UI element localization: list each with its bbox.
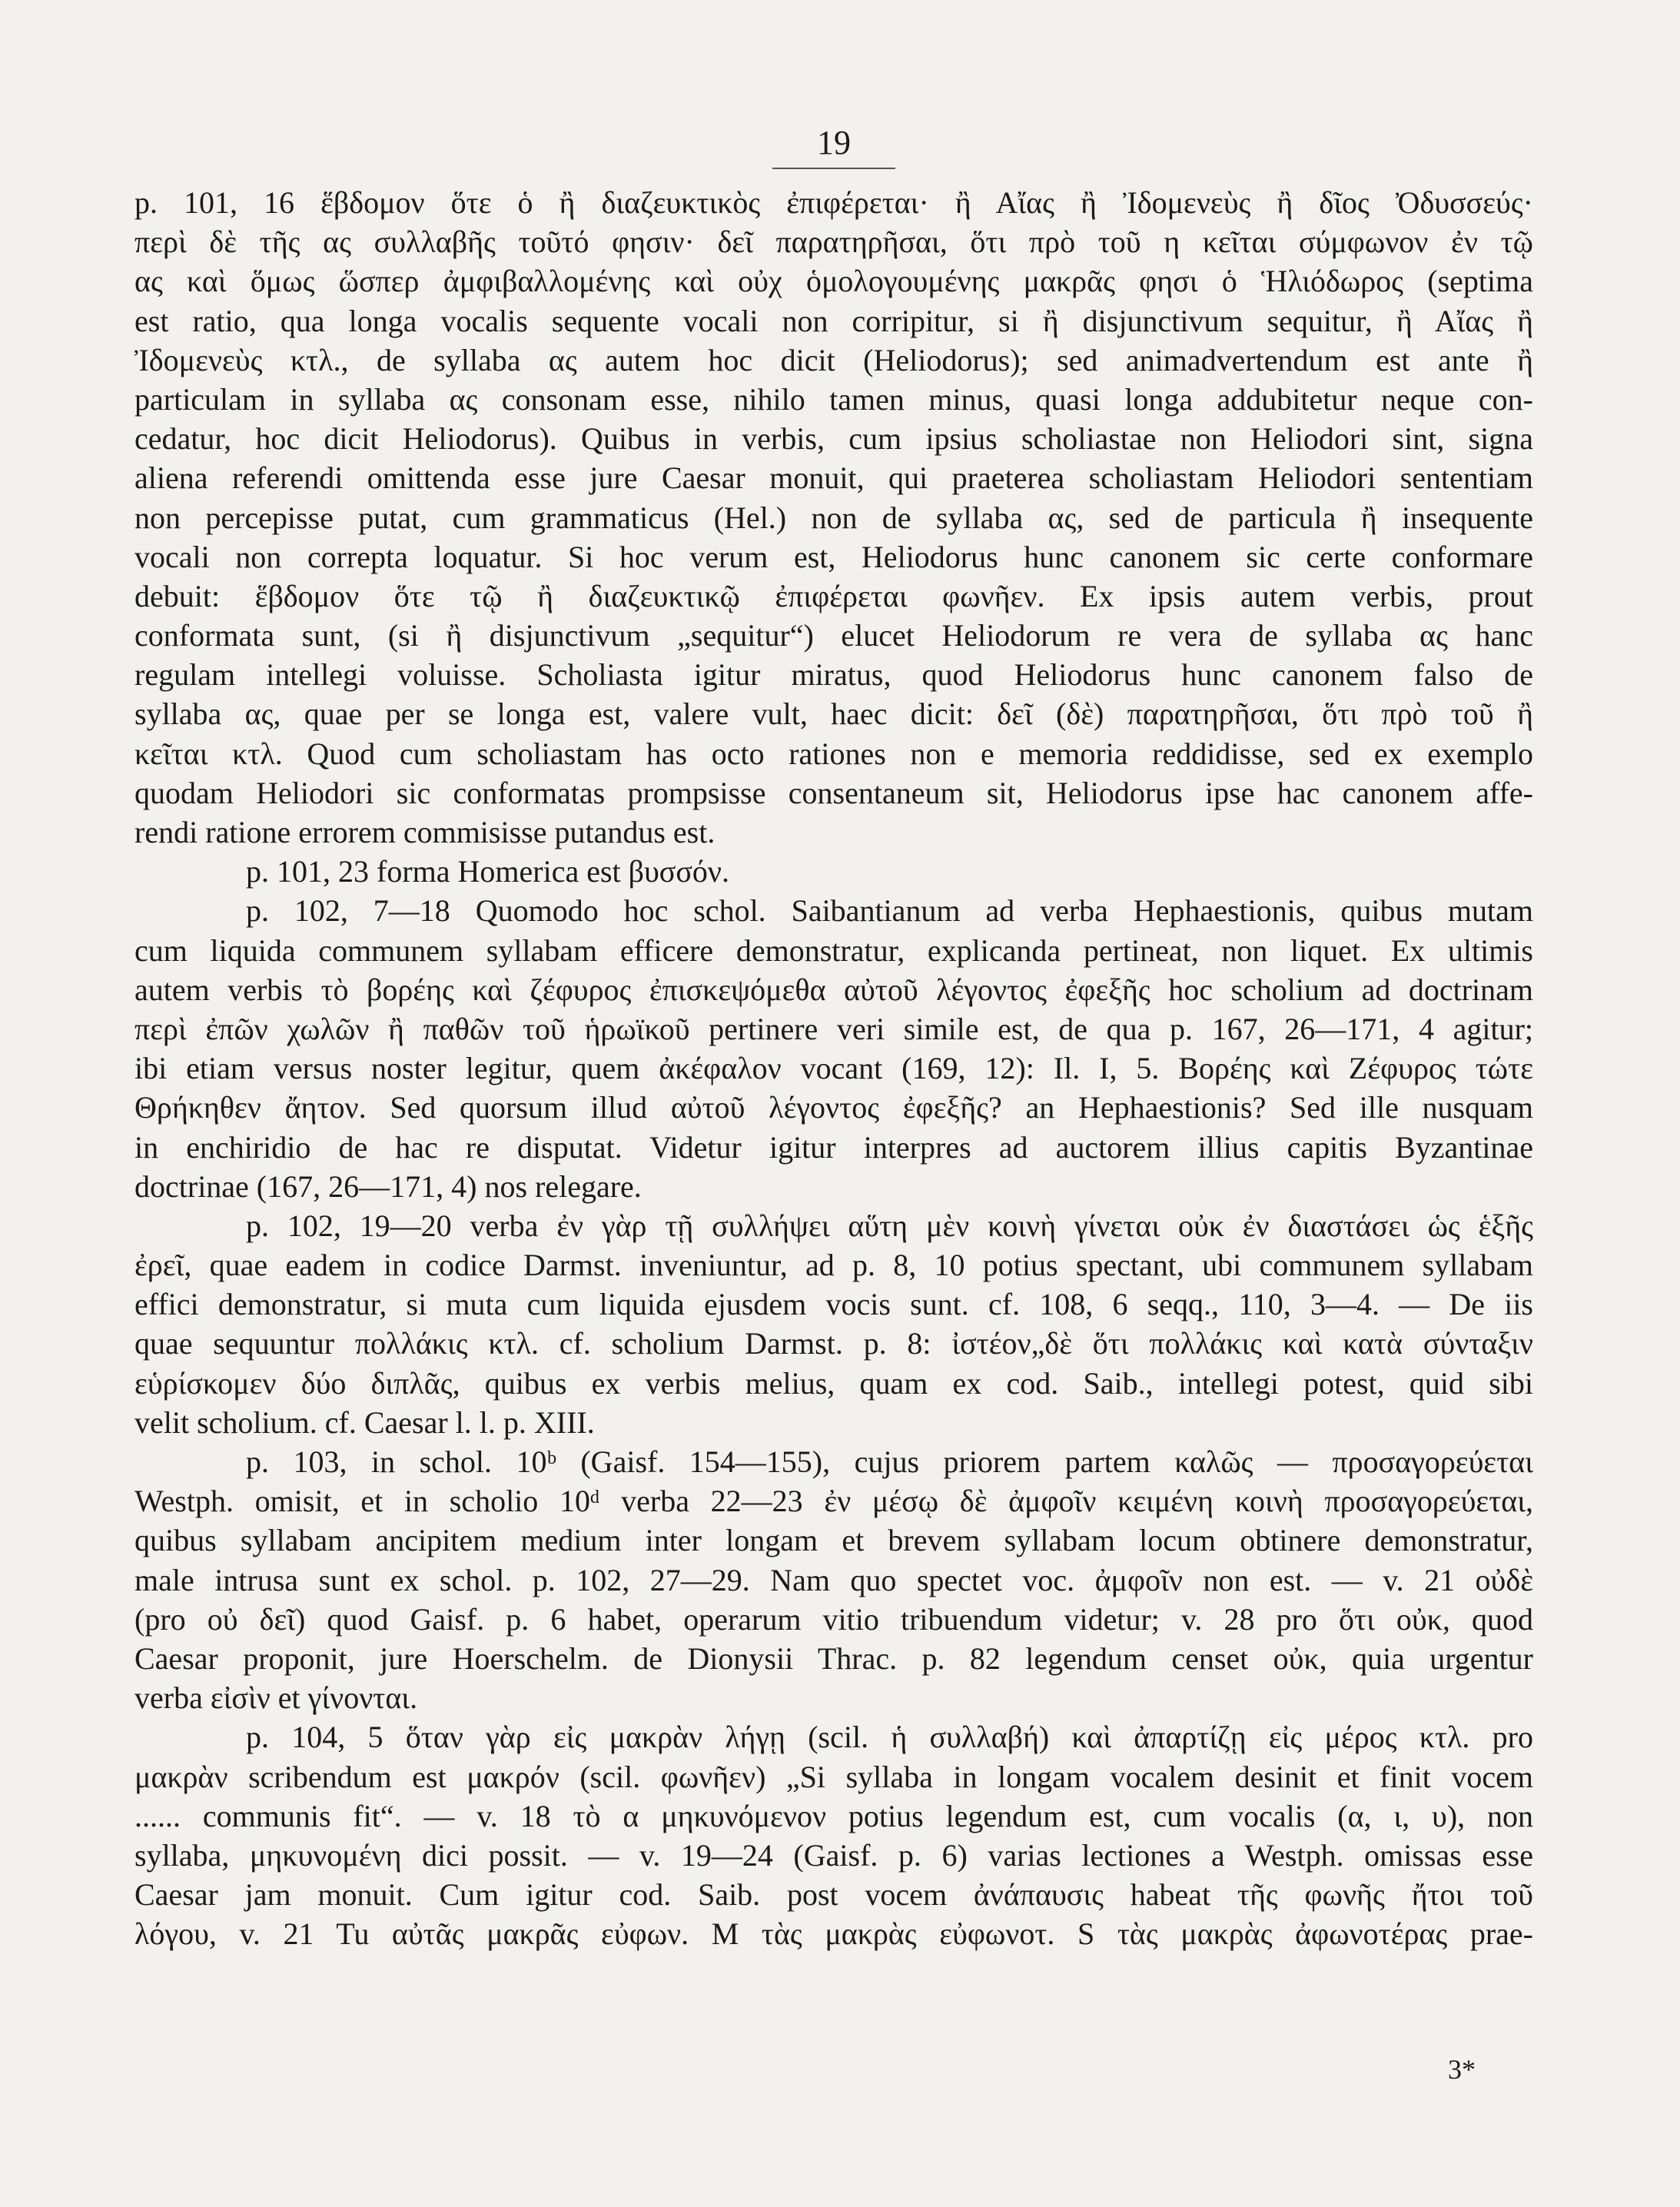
text-line: syllaba, μηκυνομένη dici possit. — v. 19—24 (Gaisf. p. 6) varias lectiones a Westph. omissas esse [134, 1837, 1533, 1873]
text-line: verba εἰσὶν et γίνονται. [134, 1680, 418, 1716]
text-line: quibus syllabam ancipitem medium inter longam et brevem syllabam locum obtinere demonstratur, [134, 1523, 1533, 1558]
text-line: p. 104, 5 ὅταν γὰρ εἰς μακρὰν λήγῃ (scil. ἡ συλλαβή) καὶ ἀπαρτίζῃ εἰς μέρος κτλ. pro [246, 1720, 1533, 1755]
text-line: p. 103, in schol. 10ᵇ (Gaisf. 154—155), cujus priorem partem καλῶς — προσαγορεύεται [246, 1444, 1533, 1479]
text-line: Caesar jam monuit. Cum igitur cod. Saib. post vocem ἀνάπαυσις habeat τῆς φωνῆς ἤτοι τοῦ [134, 1877, 1533, 1913]
text-line: p. 101, 16 ἕβδομον ὅτε ὁ ἢ διαζευκτικὸς ἐπιφέρεται· ἢ Αἴας ἢ Ἰδομενεὺς ἢ δῖος Ὀδυσσεύς· [134, 185, 1533, 220]
text-line: κεῖται κτλ. Quod cum scholiastam has octo rationes non e memoria reddidisse, sed ex exemplo [134, 736, 1533, 771]
text-line: in enchiridio de hac re disputat. Videtur igitur interpres ad auctorem illius capitis Byzantinae [134, 1129, 1533, 1165]
text-line: vocali non correpta loquatur. Si hoc verum est, Heliodorus hunc canonem sic certe conformare [134, 539, 1533, 574]
text-line: regulam intellegi voluisse. Scholiasta igitur miratus, quod Heliodorus hunc canonem falso de [134, 657, 1533, 693]
text-line: p. 102, 7—18 Quomodo hoc schol. Saibantianum ad verba Hephaestionis, quibus mutam [246, 893, 1533, 929]
text-line: non percepisse putat, cum grammaticus (Hel.) non de syllaba ας, sed de particula ἢ insequente [134, 500, 1533, 535]
text-line: debuit: ἕβδομον ὅτε τῷ ἢ διαζευκτικῷ ἐπιφέρεται φωνῆεν. Ex ipsis autem verbis, prout [134, 578, 1533, 613]
text-line: rendi ratione errorem commisisse putandus est. [134, 815, 715, 849]
text-line: effici demonstratur, si muta cum liquida ejusdem vocis sunt. cf. 108, 6 seqq., 110, 3—4. — De iis [134, 1287, 1533, 1322]
text-line: Caesar proponit, jure Hoerschelm. de Dionysii Thrac. p. 82 legendum censet οὐκ, quia urgentur [134, 1640, 1533, 1676]
text-line: aliena referendi omittenda esse jure Caesar monuit, qui praeterea scholiastam Heliodori sententiam [134, 460, 1533, 496]
text-line: ας καὶ ὅμως ὥσπερ ἀμφιβαλλομένης καὶ οὐχ ὁμολογουμένης μακρᾶς φησι ὁ Ἡλιόδωρος (septima [134, 264, 1533, 299]
text-line: particulam in syllaba ας consonam esse, nihilo tamen minus, quasi longa addubitetur neque con- [134, 381, 1533, 417]
text-line: ἐρεῖ, quae eadem in codice Darmst. inveniuntur, ad p. 8, 10 potius spectant, ubi communem syllabam [134, 1248, 1533, 1283]
text-line: p. 101, 23 forma Homerica est βυσσόν. [246, 854, 730, 889]
text-line: περὶ δὲ τῆς ας συλλαβῆς τοῦτό φησιν· δεῖ παρατηρῆσαι, ὅτι πρὸ τοῦ η κεῖται σύμφωνον ἐν τῷ [134, 224, 1533, 260]
text-line: velit scholium. cf. Caesar l. l. p. XIII. [134, 1404, 595, 1440]
text-line: doctrinae (167, 26—171, 4) nos relegare. [134, 1168, 642, 1204]
header-rule [772, 168, 895, 169]
body-text [134, 183, 1533, 1953]
text-line: Ἰδομενεὺς κτλ., de syllaba ας autem hoc dicit (Heliodorus); sed animadvertendum est ante ἢ [134, 342, 1533, 377]
text-line: λόγου, v. 21 Tu αὐτᾶς μακρᾶς εὐφων. M τὰς μακρὰς εὐφωνοτ. S τὰς μακρὰς ἀφωνοτέρας prae- [134, 1916, 1533, 1952]
signature-mark: 3* [1448, 2054, 1476, 2085]
text-line: conformata sunt, (si ἢ disjunctivum „sequitur“) elucet Heliodorum re vera de syllaba ας hanc [134, 618, 1533, 653]
text-line: autem verbis τὸ βορέης καὶ ζέφυρος ἐπισκεψόμεθα αὐτοῦ λέγοντος ἐφεξῆς hoc scholium ad doctrinam [134, 972, 1533, 1007]
text-line: Θρήκηθεν ἄητον. Sed quorsum illud αὐτοῦ λέγοντος ἐφεξῆς? an Hephaestionis? Sed ille nusquam [134, 1090, 1533, 1125]
text-line: εὑρίσκομεν δύο διπλᾶς, quibus ex verbis melius, quam ex cod. Saib., intellegi potest, quid sibi [134, 1365, 1533, 1401]
text-line: (pro οὐ δεῖ) quod Gaisf. p. 6 habet, operarum vitio tribuendum videtur; v. 28 pro ὅτι οὐκ, quod [134, 1601, 1533, 1637]
text-line: ...... communis fit“. — v. 18 τὸ α μηκυνόμενον potius legendum est, cum vocalis (α, ι, υ), non [134, 1798, 1533, 1833]
text-line: περὶ ἐπῶν χωλῶν ἢ παθῶν τοῦ ἡρωϊκοῦ pertinere veri simile est, de qua p. 167, 26—171, 4 agitur; [134, 1011, 1533, 1046]
text-line: syllaba ας, quae per se longa est, valere vult, haec dicit: δεῖ (δὲ) παρατηρῆσαι, ὅτι πρὸ τοῦ ἢ [134, 696, 1533, 732]
text-line: cum liquida communem syllabam efficere demonstratur, explicanda pertineat, non liquet. Ex ultimis [134, 932, 1533, 968]
text-line: est ratio, qua longa vocalis sequente vocali non corripitur, si ἢ disjunctivum sequitur, ἢ Αἴας ἢ [134, 303, 1533, 338]
text-line: quodam Heliodori sic conformatas prompsisse consentaneum sit, Heliodorus ipse hac canonem affe- [134, 775, 1533, 810]
text-line: cedatur, hoc dicit Heliodorus). Quibus in verbis, cum ipsius scholiastae non Heliodori sint, signa [134, 421, 1533, 457]
text-line: male intrusa sunt ex schol. p. 102, 27—29. Nam quo spectet voc. ἀμφοῖν non est. — v. 21 οὐδὲ [134, 1562, 1533, 1597]
text-line: Westph. omisit, et in scholio 10ᵈ verba 22—23 ἐν μέσῳ δὲ ἀμφοῖν κειμένη κοινὴ προσαγορεύεται, [134, 1484, 1533, 1519]
text-line: μακρὰν scribendum est μακρόν (scil. φωνῆεν) „Si syllaba in longam vocalem desinit et finit vocem [134, 1759, 1533, 1794]
text-line: p. 102, 19—20 verba ἐν γὰρ τῇ συλλήψει αὕτη μὲν κοινὴ γίνεται οὐκ ἐν διαστάσει ὡς ἑξῆς [246, 1208, 1533, 1243]
text-line: ibi etiam versus noster legitur, quem ἀκέφαλον vocant (169, 12): Il. I, 5. Βορέης καὶ Ζέφυρος τώτε [134, 1051, 1533, 1086]
page-number: 19 [817, 124, 851, 161]
text-line: quae sequuntur πολλάκις κτλ. cf. scholium Darmst. p. 8: ἰστέον„δὲ ὅτι πολλάκις καὶ κατὰ σύνταξιν [134, 1326, 1533, 1361]
